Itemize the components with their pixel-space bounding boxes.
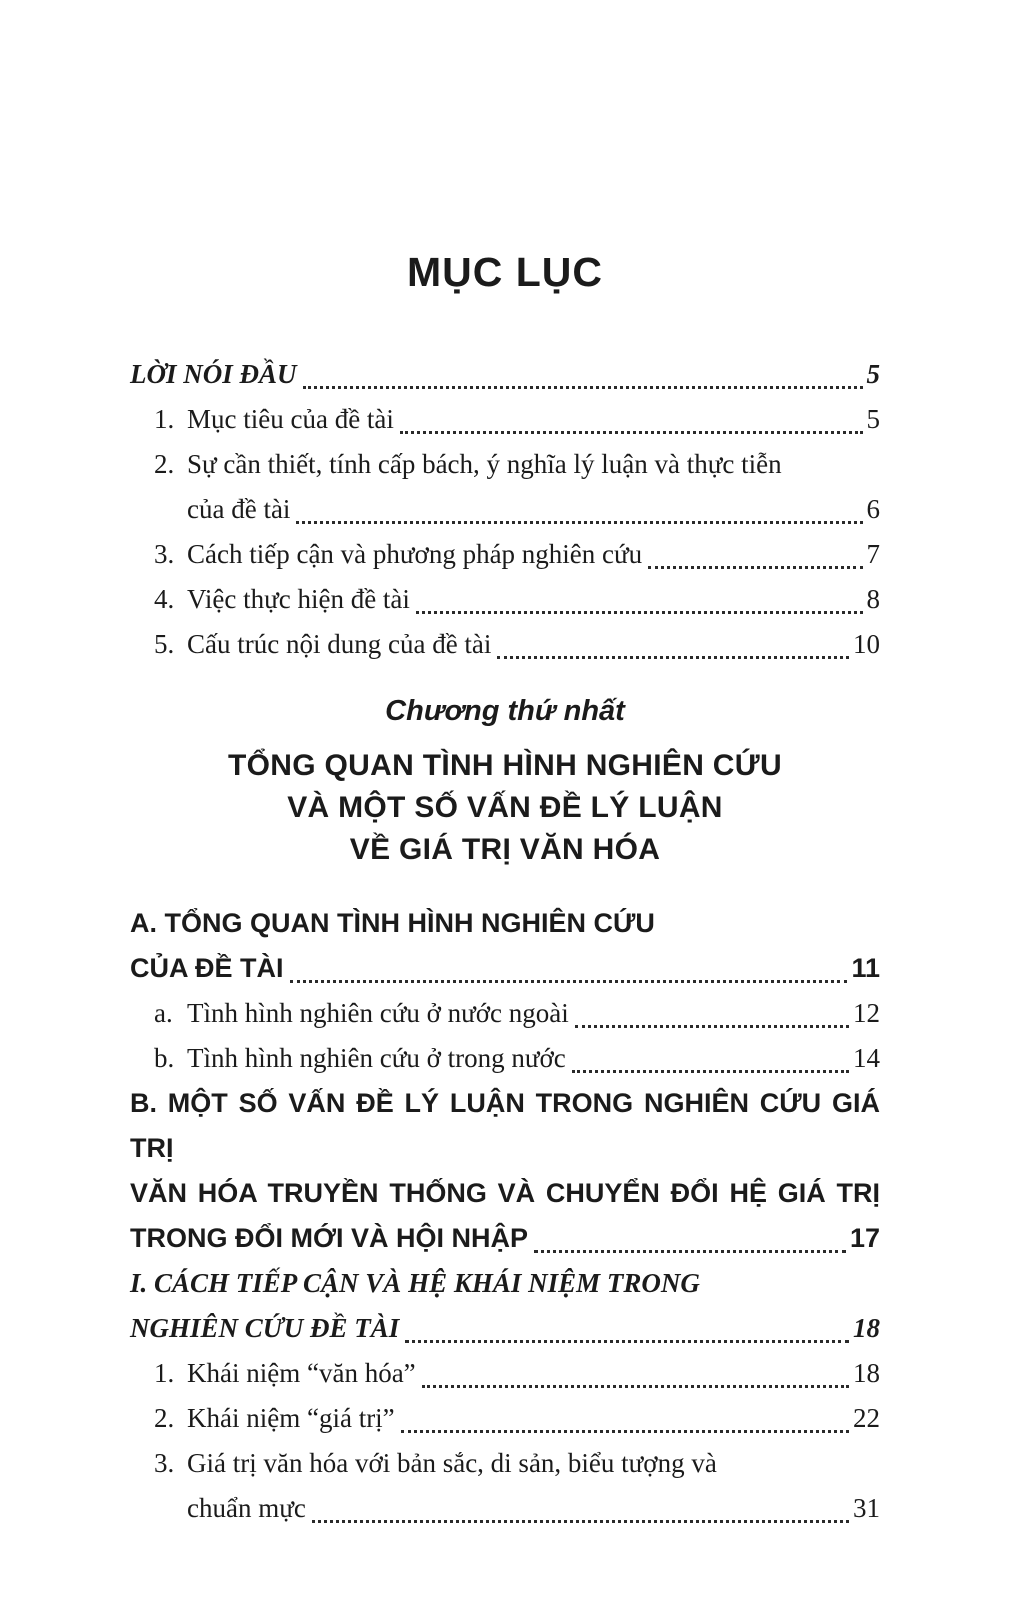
- entry-page-number: 18: [853, 1313, 880, 1343]
- entry-number: 2.: [154, 449, 175, 479]
- dot-leader: [312, 1520, 849, 1523]
- entry-text-line: của đề tài: [187, 494, 291, 524]
- entry-number: 2.: [154, 1403, 175, 1433]
- toc-entry: [130, 1081, 880, 1261]
- entry-number: 1.: [154, 1358, 175, 1388]
- dot-leader: [303, 386, 863, 389]
- entry-text-line: VĂN HÓA TRUYỀN THỐNG VÀ CHUYỂN ĐỔI HỆ GIÁ TRỊ: [130, 1178, 880, 1208]
- chapter-title-line: TỔNG QUAN TÌNH HÌNH NGHIÊN CỨU: [228, 749, 782, 782]
- entry-text-line: LỜI NÓI ĐẦU: [130, 359, 297, 389]
- entry-page-number: 31: [853, 1493, 880, 1523]
- page-title: MỤC LỤC: [406, 249, 604, 295]
- chapter-title-line: VÀ MỘT SỐ VẤN ĐỀ LÝ LUẬN: [287, 791, 723, 824]
- entry-number: 1.: [154, 404, 175, 434]
- entry-text-line: Khái niệm “giá trị”: [187, 1403, 395, 1433]
- entry-text-line: Tình hình nghiên cứu ở nước ngoài: [187, 998, 569, 1028]
- entry-text-line: Cấu trúc nội dung của đề tài: [187, 629, 492, 659]
- chapter-section-entries: [130, 901, 880, 1531]
- entry-page-number: 17: [849, 1223, 880, 1253]
- entry-text-line: NGHIÊN CỨU ĐỀ TÀI: [130, 1313, 400, 1343]
- dot-leader: [534, 1250, 846, 1253]
- toc-entry: [130, 442, 880, 532]
- toc-entry: [130, 622, 880, 667]
- chapter-heading: [130, 693, 880, 871]
- dot-leader: [296, 521, 862, 524]
- dot-leader: [575, 1025, 849, 1028]
- entry-page-number: 10: [853, 629, 880, 659]
- entry-text-line: Mục tiêu của đề tài: [187, 404, 394, 434]
- entry-text-line: CỦA ĐỀ TÀI: [130, 953, 284, 983]
- toc-entry: [130, 1351, 880, 1396]
- entry-page-number: 22: [853, 1403, 880, 1433]
- chapter-title-line: VỀ GIÁ TRỊ VĂN HÓA: [349, 833, 661, 866]
- toc-entry: [130, 991, 880, 1036]
- entry-text-line: Tình hình nghiên cứu ở trong nước: [187, 1043, 566, 1073]
- entry-page-number: 5: [866, 359, 880, 389]
- dot-leader: [648, 566, 862, 569]
- entry-page-number: 7: [866, 539, 880, 569]
- entry-page-number: 11: [851, 953, 880, 983]
- front-matter-entries: [130, 352, 880, 667]
- entry-text-line: A. TỔNG QUAN TÌNH HÌNH NGHIÊN CỨU: [130, 908, 655, 938]
- toc-entry: [130, 352, 880, 397]
- entry-page-number: 12: [853, 998, 880, 1028]
- entry-page-number: 18: [853, 1358, 880, 1388]
- entry-text-line: chuẩn mực: [187, 1493, 306, 1523]
- dot-leader: [400, 431, 863, 434]
- entry-text-line: Giá trị văn hóa với bản sắc, di sản, biểu tượng và: [187, 1448, 717, 1478]
- chapter-title: [130, 745, 880, 871]
- entry-number: 5.: [154, 629, 175, 659]
- toc-entry: [130, 901, 880, 991]
- toc-entry: [130, 1036, 880, 1081]
- entry-page-number: 8: [866, 584, 880, 614]
- dot-leader: [290, 980, 848, 983]
- entry-page-number: 14: [853, 1043, 880, 1073]
- entry-text-line: B. MỘT SỐ VẤN ĐỀ LÝ LUẬN TRONG NGHIÊN CỨU GIÁ TRỊ: [130, 1088, 880, 1163]
- dot-leader: [422, 1385, 849, 1388]
- entry-page-number: 5: [866, 404, 880, 434]
- toc-entry: [130, 397, 880, 442]
- toc-entry: [130, 1441, 880, 1531]
- chapter-kicker: Chương thứ nhất: [385, 695, 625, 727]
- entry-number: 3.: [154, 539, 175, 569]
- dot-leader: [416, 611, 863, 614]
- dot-leader: [401, 1430, 849, 1433]
- dot-leader: [497, 656, 849, 659]
- entry-text-line: Sự cần thiết, tính cấp bách, ý nghĩa lý luận và thực tiễn: [187, 449, 782, 479]
- toc-entry: [130, 532, 880, 577]
- dot-leader: [572, 1070, 849, 1073]
- entry-number: 4.: [154, 584, 175, 614]
- entry-number: a.: [154, 998, 173, 1028]
- entry-text-line: TRONG ĐỔI MỚI VÀ HỘI NHẬP: [130, 1223, 529, 1253]
- entry-text-line: Cách tiếp cận và phương pháp nghiên cứu: [187, 539, 643, 569]
- entry-text-line: Khái niệm “văn hóa”: [187, 1358, 416, 1388]
- entry-number: b.: [154, 1043, 175, 1073]
- toc-entry: [130, 577, 880, 622]
- entry-text-line: Việc thực hiện đề tài: [187, 584, 410, 614]
- toc-entry: [130, 1261, 880, 1351]
- dot-leader: [405, 1340, 849, 1343]
- toc-entry: [130, 1396, 880, 1441]
- entry-page-number: 6: [866, 494, 880, 524]
- entry-number: 3.: [154, 1448, 175, 1478]
- entry-text-line: I. CÁCH TIẾP CẬN VÀ HỆ KHÁI NIỆM TRONG: [130, 1268, 700, 1298]
